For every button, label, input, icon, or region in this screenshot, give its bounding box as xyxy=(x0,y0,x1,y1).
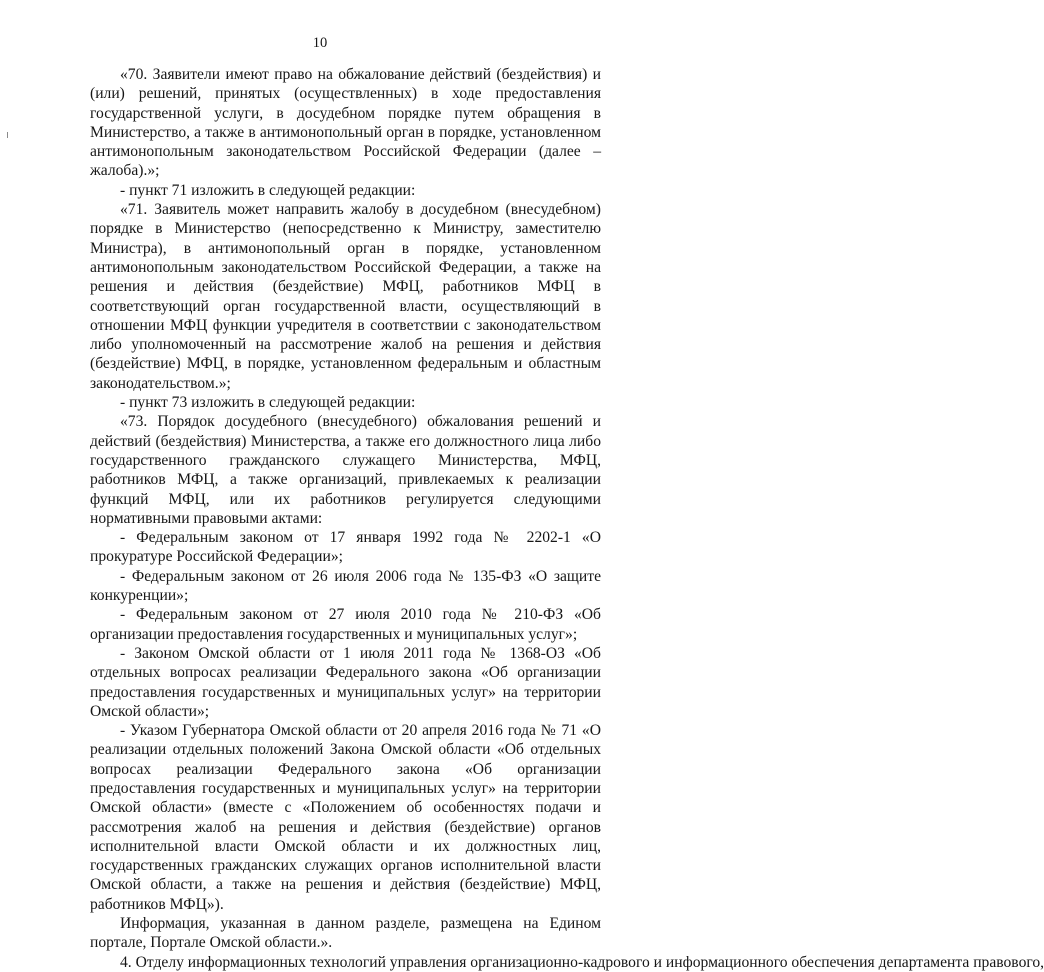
margin-mark xyxy=(7,132,8,138)
list-item-law-competition: - Федеральным законом от 26 июля 2006 года № 135-ФЗ «О защите конкуренции»; xyxy=(90,567,601,605)
list-item-governor-decree: - Указом Губернатора Омской области от 20 апреля 2016 года № 71 «О реализации отдельных положений Закона Омской области «Об отдельных вопросах реализации Федерального закона «Об организации предоставления государственных и муниципальных услуг» на территории Омской области» (вместе с «Положением об особенностях подачи и рассмотрения жалоб на решения и действия (бездействие) органов исполнительной власти Омской области и их должностных лиц, государственных гражданских служащих органов исполнительной власти Омской области, а также на решения и действия (бездействие) МФЦ, работников МФЦ»). xyxy=(90,722,601,913)
list-item-law-services: - Федеральным законом от 27 июля 2010 года № 210-ФЗ «Об организации предоставления государственных и муниципальных услуг»; xyxy=(90,606,601,643)
page-number: 10 xyxy=(312,35,328,51)
paragraph-item-4: 4. Отделу информационных технологий управления организационно-кадрового и информационного обеспечения департамента правового, xyxy=(120,953,1044,971)
paragraph-information: Информация, указанная в данном разделе, размещена на Едином портале, Портале Омской области.». xyxy=(90,915,601,952)
paragraph-item-71: «71. Заявитель может направить жалобу в досудебном (внесудебном) порядке в Министерство (непосредственно к Министру, заместителю Министра), в антимонопольный орган в порядке, установленном антимонопольным законодательством Российской Федерации, а также на решения и действия (бездействие) МФЦ, работников МФЦ в соответствующий орган государственной власти, осуществляющий в отношении МФЦ функции учредителя в соответствии с законодательством либо уполномоченный на рассмотрение жалоб на решения и действия (бездействие) МФЦ, в порядке, установленном федеральным и областным законодательством.»; xyxy=(90,201,601,392)
paragraph-item-70: «70. Заявители имеют право на обжалование действий (бездействия) и (или) решений, принятых (осуществленных) в ходе предоставления государственной услуги, в досудебном порядке путем обращения в Министерство, а также в антимонопольный орган в порядке, установленном антимонопольным законодательством Российской Федерации (далее – жалоба).»; xyxy=(90,66,601,180)
paragraph-amend-73: - пункт 73 изложить в следующей редакции: xyxy=(120,394,416,412)
list-item-omsk-law: - Законом Омской области от 1 июля 2011 года № 1368-ОЗ «Об отдельных вопросах реализации Федерального закона «Об организации предоставления государственных и муниципальных услуг» на территории Омской области»; xyxy=(90,644,601,720)
paragraph-amend-71: - пункт 71 изложить в следующей редакции: xyxy=(120,181,416,199)
paragraph-item-73: «73. Порядок досудебного (внесудебного) обжалования решений и действий (бездействия) Министерства, а также его должностного лица либо государственного гражданского служащего Министерства, МФЦ, работников МФЦ, а также организаций, привлекаемых к реализации функций МФЦ, или их работников регулируется следующими нормативными правовыми актами: xyxy=(90,413,601,527)
document-body xyxy=(90,65,1044,972)
list-item-law-prosecution: - Федеральным законом от 17 января 1992 года № 2202-1 «О прокуратуре Российской Федерации»; xyxy=(90,529,601,566)
